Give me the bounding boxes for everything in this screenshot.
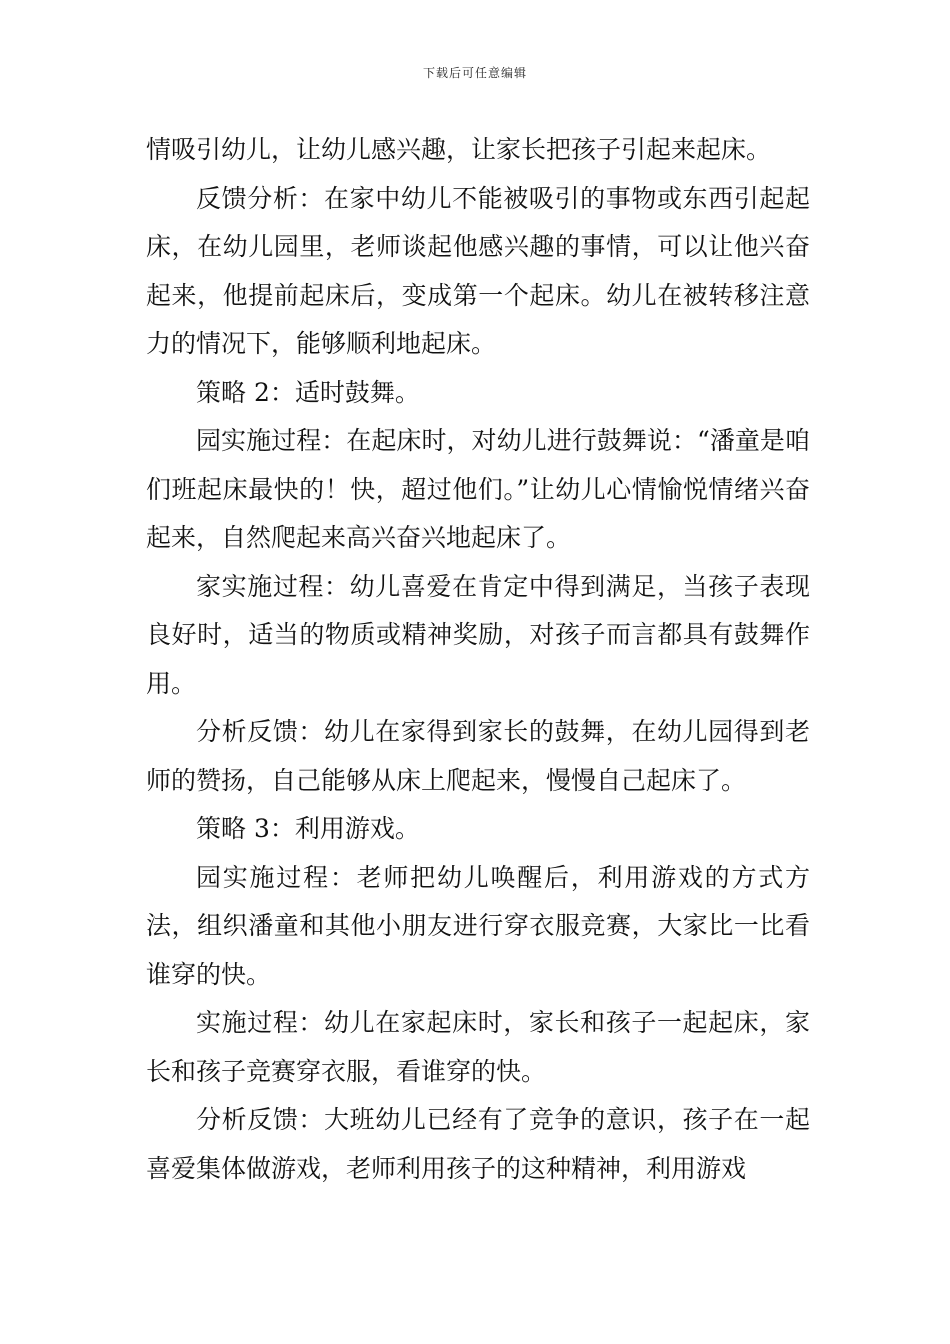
paragraph: 园实施过程：老师把幼儿唤醒后，利用游戏的方式方法，组织潘童和其他小朋友进行穿衣服竞赛，大家比一比看谁穿的快。 [146, 862, 810, 989]
paragraph: 反馈分析：在家中幼儿不能被吸引的事物或东西引起起床，在幼儿园里，老师谈起他感兴趣的事情，可以让他兴奋起来，他提前起床后，变成第一个起床。幼儿在被转移注意力的情况下，能够顺利地起床。 [146, 183, 810, 358]
paragraph: 分析反馈：幼儿在家得到家长的鼓舞，在幼儿园得到老师的赞扬，自己能够从床上爬起来，慢慢自己起床了。 [146, 717, 810, 795]
paragraph: 园实施过程：在起床时，对幼儿进行鼓舞说：“潘童是咱们班起床最快的！快，超过他们。”让幼儿心情愉悦情绪兴奋起来，自然爬起来高兴奋兴地起床了。 [146, 426, 810, 552]
strategy-heading: 策略 2：适时鼓舞。 [196, 377, 420, 407]
paragraph: 实施过程：幼儿在家起床时，家长和孩子一起起床，家长和孩子竞赛穿衣服，看谁穿的快。 [146, 1008, 810, 1086]
document-body [146, 126, 810, 1193]
paragraph: 家实施过程：幼儿喜爱在肯定中得到满足，当孩子表现良好时，适当的物质或精神奖励，对孩子而言都具有鼓舞作用。 [146, 571, 810, 698]
page-header: 下载后可任意编辑 [422, 66, 527, 80]
paragraph: 分析反馈：大班幼儿已经有了竞争的意识，孩子在一起喜爱集体做游戏，老师利用孩子的这种精神，利用游戏 [146, 1105, 810, 1183]
paragraph: 情吸引幼儿，让幼儿感兴趣，让家长把孩子引起来起床。 [146, 135, 772, 164]
strategy-heading: 策略 3：利用游戏。 [196, 814, 420, 843]
